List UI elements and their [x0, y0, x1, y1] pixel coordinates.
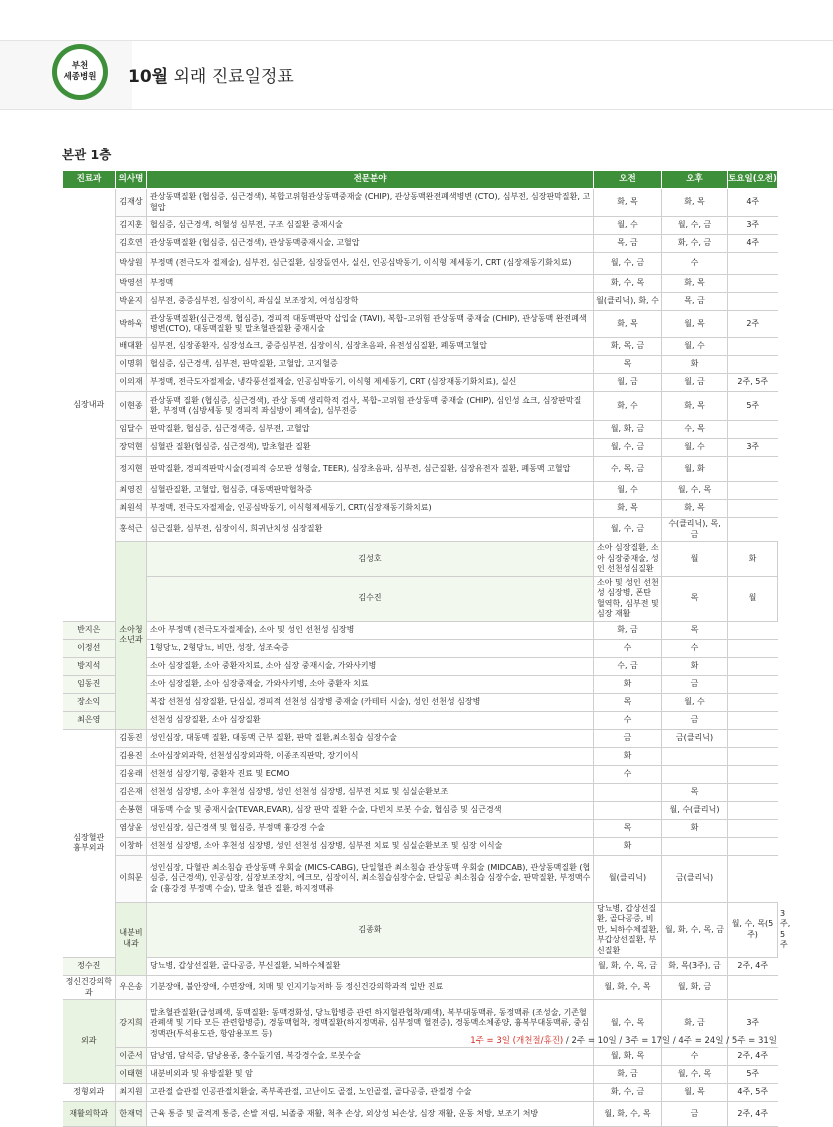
- morning-cell: 월, 수, 목: [594, 1000, 662, 1048]
- afternoon-cell: 화: [662, 819, 728, 837]
- table-row: [63, 711, 778, 729]
- doctor-name: 김지훈: [116, 217, 147, 235]
- table-row: [63, 253, 778, 275]
- saturday-cell: 5주: [728, 1066, 778, 1084]
- saturday-cell: [728, 457, 778, 482]
- saturday-cell: [728, 783, 778, 801]
- morning-cell: 월, 화, 수, 목: [594, 1102, 662, 1127]
- week-legend-rest: / 2주 = 10일 / 3주 = 17일 / 4주 = 24일 / 5주 = 31일: [563, 1036, 777, 1046]
- table-row: [63, 958, 778, 976]
- doctor-name: 최영진: [116, 482, 147, 500]
- specialty-cell: 소아 부정맥 (전극도자절제술), 소아 및 성인 선천성 심장병: [147, 621, 594, 639]
- saturday-cell: [728, 693, 778, 711]
- specialty-cell: 부정맥 (전극도자 절제술), 심부전, 심근질환, 심장돌연사, 실신, 인공심박동기, 이식형 제세동기, CRT (심장재동기화치료): [147, 253, 594, 275]
- saturday-cell: [728, 621, 778, 639]
- afternoon-cell: 월, 수, 목(5주): [728, 902, 778, 958]
- afternoon-cell: [662, 837, 728, 855]
- morning-cell: 월, 금: [594, 374, 662, 392]
- doctor-name: 박하욱: [116, 311, 147, 338]
- afternoon-cell: 화, 목: [662, 275, 728, 293]
- saturday-cell: [728, 747, 778, 765]
- morning-cell: 수: [594, 639, 662, 657]
- saturday-cell: [728, 518, 778, 542]
- table-row: [63, 392, 778, 421]
- table-row: [63, 275, 778, 293]
- specialty-cell: 소아심장외과학, 선천성심장외과학, 이종조직판막, 장기이식: [147, 747, 594, 765]
- header-bar: [0, 40, 833, 110]
- doctor-name: 정수진: [63, 958, 116, 976]
- table-row: [63, 783, 778, 801]
- afternoon-cell: 월, 수(클리닉): [662, 801, 728, 819]
- saturday-cell: [728, 675, 778, 693]
- morning-cell: [594, 783, 662, 801]
- specialty-cell: 근육 통증 및 골격계 통증, 손발 저림, 뇌졸중 재활, 척추 손상, 외상성 뇌손상, 심장 재활, 운동 처방, 보조기 처방: [147, 1102, 594, 1127]
- table-header-row: [63, 171, 778, 189]
- specialty-cell: 관상동맥 질환 (협심증, 심근경색), 관상 동맥 생리학적 검사, 복합–고위험 관상동맥 중재술 (CHIP), 심인성 쇼크, 심장판막질환, 부정맥 (심방세동 및 경피적 좌심방이 폐색술), 심부전증: [147, 392, 594, 421]
- table-row: [63, 338, 778, 356]
- specialty-cell: 심부전, 중증심부전, 심장이식, 좌심실 보조장치, 여성심장학: [147, 293, 594, 311]
- morning-cell: 화, 목: [594, 311, 662, 338]
- table-row: [63, 374, 778, 392]
- dept-cell: 내분비내과: [116, 902, 147, 976]
- morning-cell: 월: [662, 542, 728, 577]
- dept-cell: 소아청소년과: [116, 542, 147, 730]
- morning-cell: 목: [594, 356, 662, 374]
- morning-cell: 화, 목: [594, 189, 662, 217]
- morning-cell: 월, 화, 수, 목, 금: [594, 958, 662, 976]
- specialty-cell: 관상동맥질환(심근경색, 협심증), 경피적 대동맥판막 삽입술 (TAVI), 복합–고위험 관상동맥 중재술 (CHIP), 관상동맥 완전폐색병변(CTO), 대동맥질환 및 말초혈관질환 중재시술: [147, 311, 594, 338]
- afternoon-cell: [662, 765, 728, 783]
- doctor-name: 박상원: [116, 253, 147, 275]
- table-row: [63, 1084, 778, 1102]
- specialty-cell: 성인심장, 심근경색 및 협심증, 부정맥 흉강경 수술: [147, 819, 594, 837]
- doctor-name: 김호연: [116, 235, 147, 253]
- table-row: [63, 693, 778, 711]
- saturday-cell: [728, 421, 778, 439]
- saturday-cell: 3주: [728, 217, 778, 235]
- dept-cell: 재활의학과: [63, 1102, 116, 1127]
- saturday-cell: [728, 657, 778, 675]
- morning-cell: 수: [594, 765, 662, 783]
- morning-cell: [594, 801, 662, 819]
- doctor-name: 홍석근: [116, 518, 147, 542]
- morning-cell: 목, 금: [594, 235, 662, 253]
- specialty-cell: 소아 심장질환, 소아 심장중재술, 가와사키병, 소아 중환자 치료: [147, 675, 594, 693]
- table-row: 내분비내과 김종화 당뇨병, 갑상선질환, 골다공증, 비만, 뇌하수체질환, 부갑상선질환, 부신질환 월, 화, 수, 목, 금 월, 수, 목(5주) 3주, 5주: [63, 902, 778, 958]
- specialty-cell: 선천성 심장기형, 중환자 진료 및 ECMO: [147, 765, 594, 783]
- afternoon-cell: 화, 금: [662, 1000, 728, 1048]
- saturday-cell: 2주, 4주: [728, 958, 778, 976]
- hospital-logo: [52, 44, 108, 100]
- specialty-cell: 담낭염, 담석증, 담낭용종, 충수돌기염, 복강경수술, 로봇수술: [147, 1048, 594, 1066]
- saturday-cell: 4주: [728, 235, 778, 253]
- afternoon-cell: 금(클리닉): [662, 855, 728, 902]
- afternoon-cell: 금: [662, 711, 728, 729]
- doctor-name: 이희문: [116, 855, 147, 902]
- doctor-name: 김은재: [116, 783, 147, 801]
- doctor-name: 장소익: [63, 693, 116, 711]
- morning-cell: 화: [594, 675, 662, 693]
- afternoon-cell: 화, 목: [662, 392, 728, 421]
- table-row: [63, 819, 778, 837]
- week-legend-holiday: 1주 = 3일 (개천절/휴진): [470, 1036, 564, 1046]
- table-row: [63, 1102, 778, 1127]
- table-row: [63, 356, 778, 374]
- saturday-cell: 2주, 4주: [728, 1048, 778, 1066]
- specialty-cell: 부정맥, 전극도자절제술, 인공심박동기, 이식형제세동기, CRT(심장재동기화치료): [147, 500, 594, 518]
- specialty-cell: 당뇨병, 갑상선질환, 골다공증, 비만, 뇌하수체질환, 부갑상선질환, 부신질환: [594, 902, 662, 958]
- col-header-afternoon: 오후: [662, 171, 728, 189]
- specialty-cell: 협심증, 심근경색, 심부전, 판막질환, 고혈압, 고지혈증: [147, 356, 594, 374]
- dept-cell: 정형외과: [63, 1084, 116, 1102]
- afternoon-cell: 월, 수, 금: [662, 217, 728, 235]
- afternoon-cell: 월, 목: [662, 311, 728, 338]
- morning-cell: 월, 화, 목: [594, 1048, 662, 1066]
- afternoon-cell: 수, 목: [662, 421, 728, 439]
- afternoon-cell: 화, 목: [662, 189, 728, 217]
- morning-cell: 월, 수, 금: [594, 253, 662, 275]
- saturday-cell: [728, 855, 778, 902]
- saturday-cell: 5주: [728, 392, 778, 421]
- col-header-saturday: 토요일(오전): [728, 171, 778, 189]
- saturday-cell: [728, 293, 778, 311]
- afternoon-cell: 수: [662, 253, 728, 275]
- saturday-cell: 3주: [728, 439, 778, 457]
- table-row: [63, 675, 778, 693]
- specialty-cell: 고관절 슬관절 인공관절치환술, 족부족관절, 고난이도 골절, 노인골절, 골다공증, 관절경 수술: [147, 1084, 594, 1102]
- afternoon-cell: 월: [728, 576, 778, 621]
- morning-cell: 월(클리닉), 화, 수: [594, 293, 662, 311]
- doctor-name: 이창하: [116, 837, 147, 855]
- morning-cell: 화, 수, 목: [594, 275, 662, 293]
- table-row: [63, 482, 778, 500]
- table-row: [63, 976, 778, 1000]
- saturday-cell: 3주: [728, 1000, 778, 1048]
- table-row: [63, 518, 778, 542]
- dept-cell: 정신건강의학과: [63, 976, 116, 1000]
- specialty-cell: 소아 및 성인 선천성 심장병, 폰탄 혈역학, 심부전 및 심장 재활: [594, 576, 662, 621]
- table-row: [63, 729, 778, 747]
- specialty-cell: 복잡 선천성 심장질환, 단심실, 경피적 선천성 심장병 중재술 (카테터 시술), 성인 선천성 심장병: [147, 693, 594, 711]
- morning-cell: 화, 수: [594, 392, 662, 421]
- doctor-name: 임달수: [116, 421, 147, 439]
- specialty-cell: 소아 심장질환, 소아 심장중재술, 성인 선천성심질환: [594, 542, 662, 577]
- doctor-name: 염상윤: [116, 819, 147, 837]
- table-row: [63, 747, 778, 765]
- col-header-specialty: 전문분야: [147, 171, 594, 189]
- saturday-cell: [728, 729, 778, 747]
- morning-cell: 목: [594, 693, 662, 711]
- saturday-cell: [728, 338, 778, 356]
- saturday-cell: [728, 765, 778, 783]
- doctor-name: 우은송: [116, 976, 147, 1000]
- saturday-cell: [728, 482, 778, 500]
- afternoon-cell: 목, 금: [662, 293, 728, 311]
- doctor-name: 이명휘: [116, 356, 147, 374]
- doctor-name: 김용진: [116, 747, 147, 765]
- table-row: [63, 621, 778, 639]
- morning-cell: 수: [594, 711, 662, 729]
- morning-cell: 월, 수: [594, 217, 662, 235]
- doctor-name: 배대환: [116, 338, 147, 356]
- saturday-cell: 2주: [728, 311, 778, 338]
- logo-line-1: 부천: [71, 61, 89, 71]
- table-row: [63, 457, 778, 482]
- specialty-cell: 기분장애, 불안장애, 수면장애, 치매 및 인지기능저하 등 정신건강의학과적 일반 진료: [147, 976, 594, 1000]
- afternoon-cell: 월, 화, 금: [662, 976, 728, 1000]
- table-row: [63, 189, 778, 217]
- col-header-dept: 진료과: [63, 171, 116, 189]
- doctor-name: 이태현: [116, 1066, 147, 1084]
- table-row: [63, 1048, 778, 1066]
- morning-cell: 화, 목, 금: [594, 338, 662, 356]
- morning-cell: 수, 목, 금: [594, 457, 662, 482]
- specialty-cell: 1형당뇨, 2형당뇨, 비만, 성장, 성조숙증: [147, 639, 594, 657]
- doctor-name: 이현종: [116, 392, 147, 421]
- dept-cell: 심장혈관 흉부외과: [63, 729, 116, 958]
- morning-cell: 화, 수, 금: [594, 1084, 662, 1102]
- morning-cell: 금: [594, 729, 662, 747]
- afternoon-cell: 화, 수, 금: [662, 235, 728, 253]
- afternoon-cell: [662, 747, 728, 765]
- specialty-cell: 내분비외과 및 유방질환 및 암: [147, 1066, 594, 1084]
- specialty-cell: 판막질환, 협심증, 심근경색증, 심부전, 고혈압: [147, 421, 594, 439]
- morning-cell: 월, 수, 금: [594, 439, 662, 457]
- afternoon-cell: 화: [662, 657, 728, 675]
- afternoon-cell: 수(클리닉), 목, 금: [662, 518, 728, 542]
- specialty-cell: 소아 심장질환, 소아 중환자치료, 소아 심장 중재시술, 가와사키병: [147, 657, 594, 675]
- doctor-name: 박윤지: [116, 293, 147, 311]
- doctor-name: 김종화: [147, 902, 594, 958]
- specialty-cell: 협심증, 심근경색, 허혈성 심부전, 구조 심질환 중재시술: [147, 217, 594, 235]
- table-row: [63, 801, 778, 819]
- afternoon-cell: 금: [662, 1102, 728, 1127]
- table-row: [63, 855, 778, 902]
- table-row: [63, 311, 778, 338]
- morning-cell: 월, 화, 금: [594, 421, 662, 439]
- doctor-name: 정지현: [116, 457, 147, 482]
- afternoon-cell: 월, 수: [662, 338, 728, 356]
- doctor-name: 임동진: [63, 675, 116, 693]
- saturday-cell: [728, 253, 778, 275]
- afternoon-cell: 월, 화: [662, 457, 728, 482]
- table-row: [63, 542, 778, 577]
- table-row: [63, 500, 778, 518]
- specialty-cell: 판막질환, 경피적판막시술(경피적 승모판 성형술, TEER), 심장초음파, 심부전, 심근질환, 심장유전자 질환, 폐동맥 고혈압: [147, 457, 594, 482]
- saturday-cell: 4주: [728, 189, 778, 217]
- saturday-cell: 2주, 5주: [728, 374, 778, 392]
- specialty-cell: 심부전, 심장종환자, 심장성쇼크, 중증심부전, 심장이식, 심장초음파, 유전성심질환, 폐동맥고혈압: [147, 338, 594, 356]
- table-row: [63, 657, 778, 675]
- morning-cell: 화: [594, 837, 662, 855]
- section-title: 본관 1층: [62, 147, 112, 162]
- doctor-name: 최지원: [116, 1084, 147, 1102]
- table-row: [63, 217, 778, 235]
- doctor-name: 이준서: [116, 1048, 147, 1066]
- doctor-name: 장덕현: [116, 439, 147, 457]
- specialty-cell: 관상동맥질환 (협심증, 심근경색), 복합고위험관상동맥중재술 (CHIP), 관상동맥완전폐색병변 (CTO), 심부전, 심장판막질환, 고혈압: [147, 189, 594, 217]
- saturday-cell: 2주, 4주: [728, 1102, 778, 1127]
- schedule-table: [62, 170, 791, 1127]
- doctor-name: 박영선: [116, 275, 147, 293]
- morning-cell: 월(클리닉): [594, 855, 662, 902]
- specialty-cell: 선천성 심장병, 소아 후천성 심장병, 성인 선천성 심장병, 심부전 치료 및 심실순환보조 및 심장 이식술: [147, 837, 594, 855]
- morning-cell: 목: [594, 819, 662, 837]
- specialty-cell: 부정맥, 전극도자절제술, 냉각풍선절제술, 인공심박동기, 이식형 제세동기, CRT (심장재동기화치료), 실신: [147, 374, 594, 392]
- afternoon-cell: 월, 수: [662, 439, 728, 457]
- morning-cell: 화, 금: [594, 621, 662, 639]
- saturday-cell: [728, 500, 778, 518]
- doctor-name: 최은영: [63, 711, 116, 729]
- afternoon-cell: 목: [662, 783, 728, 801]
- col-header-morning: 오전: [594, 171, 662, 189]
- doctor-name: 김수진: [147, 576, 594, 621]
- doctor-name: 김동진: [116, 729, 147, 747]
- doctor-name: 반지은: [63, 621, 116, 639]
- afternoon-cell: 월, 수, 목: [662, 482, 728, 500]
- table-row: [63, 421, 778, 439]
- specialty-cell: 선천성 심장질환, 소아 심장질환: [147, 711, 594, 729]
- doctor-name: 김웅래: [116, 765, 147, 783]
- afternoon-cell: 월, 금: [662, 374, 728, 392]
- saturday-cell: 4주, 5주: [728, 1084, 778, 1102]
- doctor-name: 김재상: [116, 189, 147, 217]
- doctor-name: 방지석: [63, 657, 116, 675]
- table-row: [63, 837, 778, 855]
- morning-cell: 화, 금: [594, 1066, 662, 1084]
- specialty-cell: 말초혈관질환(급성폐색, 동맥질환: 동맥경화성, 당뇨합병증 관련 하지혈관협착/폐색), 복부대동맥류, 동정맥류 (조성술, 기존혈관폐색 및 기타 모든 관련합병증), 경동맥협착, 정맥질환(하지정맥류, 심부정맥 혈전증), 경동맥소체종양, 흉복부대동맥류, 중심정맥관(투석용도관, 항암용포트 등): [147, 1000, 594, 1048]
- saturday-cell: [728, 837, 778, 855]
- afternoon-cell: 화: [662, 356, 728, 374]
- table-row: [63, 293, 778, 311]
- saturday-cell: [728, 639, 778, 657]
- table-row: [63, 439, 778, 457]
- afternoon-cell: 월, 목: [662, 1084, 728, 1102]
- saturday-cell: [728, 275, 778, 293]
- specialty-cell: 선천성 심장병, 소아 후천성 심장병, 성인 선천성 심장병, 심부전 치료 및 심실순환보조: [147, 783, 594, 801]
- afternoon-cell: 금: [662, 675, 728, 693]
- afternoon-cell: 수: [662, 1048, 728, 1066]
- afternoon-cell: 월, 수, 목: [662, 1066, 728, 1084]
- morning-cell: 목: [662, 576, 728, 621]
- morning-cell: 수, 금: [594, 657, 662, 675]
- specialty-cell: 관상동맥질환 (협심증, 심근경색), 관상동맥중재시술, 고혈압: [147, 235, 594, 253]
- table-row: [63, 235, 778, 253]
- afternoon-cell: 화, 목: [662, 500, 728, 518]
- dept-cell: 외과: [63, 1000, 116, 1084]
- saturday-cell: [728, 711, 778, 729]
- logo-line-2: 세종병원: [63, 72, 97, 82]
- doctor-name: 한재덕: [116, 1102, 147, 1127]
- afternoon-cell: 금(클리닉): [662, 729, 728, 747]
- table-body: [63, 189, 791, 1127]
- specialty-cell: 심혈관 질환(협심증, 심근경색), 말초혈관 질환: [147, 439, 594, 457]
- afternoon-cell: 수: [662, 639, 728, 657]
- doctor-name: 이정선: [63, 639, 116, 657]
- morning-cell: 월, 수: [594, 482, 662, 500]
- week-legend: [470, 1034, 777, 1046]
- saturday-cell: [728, 976, 778, 1000]
- afternoon-cell: 화: [728, 542, 778, 577]
- saturday-cell: [728, 819, 778, 837]
- specialty-cell: 부정맥: [147, 275, 594, 293]
- morning-cell: 월, 수, 금: [594, 518, 662, 542]
- page-title: [128, 62, 294, 87]
- col-header-doctor: 의사명: [116, 171, 147, 189]
- morning-cell: 월, 화, 수, 목, 금: [662, 902, 728, 958]
- table-row: [63, 1066, 778, 1084]
- table-row: [63, 765, 778, 783]
- doctor-name: 김성호: [147, 542, 594, 577]
- morning-cell: 화: [594, 747, 662, 765]
- doctor-name: 최원석: [116, 500, 147, 518]
- title-text: 외래 진료일정표: [168, 67, 294, 87]
- doctor-name: 이의재: [116, 374, 147, 392]
- title-month: 10월: [128, 67, 169, 87]
- morning-cell: 화, 목: [594, 500, 662, 518]
- table-row: [63, 639, 778, 657]
- dept-cell: 심장내과: [63, 189, 116, 622]
- specialty-cell: 심혈관질환, 고혈압, 협심증, 대동맥판막협착증: [147, 482, 594, 500]
- saturday-cell: [728, 801, 778, 819]
- specialty-cell: 성인심장, 대동맥 질환, 대동맥 근부 질환, 판막 질환,최소침습 심장수술: [147, 729, 594, 747]
- table-row: [63, 576, 778, 621]
- doctor-name: 손봉현: [116, 801, 147, 819]
- afternoon-cell: 화, 목(3주), 금: [662, 958, 728, 976]
- specialty-cell: 심근질환, 심부전, 심장이식, 희귀난치성 심장질환: [147, 518, 594, 542]
- specialty-cell: 성인심장, 다혈관 최소침습 관상동맥 우회술 (MICS-CABG), 단일혈관 최소침습 관상동맥 우회술 (MIDCAB), 관상동맥질환 (협심증, 심근경색), 인공심장, 심장보조장치, 에크모, 심장이식, 최소침습심장수술, 단일공 최소침습 심장수술, 판막질환, 부정맥수술 (흉강경 부정맥 수술), 말초 혈관 질환, 하지정맥류: [147, 855, 594, 902]
- morning-cell: 월, 화, 수, 목: [594, 976, 662, 1000]
- afternoon-cell: 월, 수: [662, 693, 728, 711]
- afternoon-cell: 목: [662, 621, 728, 639]
- specialty-cell: 대동맥 수술 및 중재시술(TEVAR,EVAR), 심장 판막 질환 수술, 다빈치 로봇 수술, 협심증 및 심근경색: [147, 801, 594, 819]
- doctor-name: 강지희: [116, 1000, 147, 1048]
- saturday-cell: [728, 356, 778, 374]
- specialty-cell: 당뇨병, 갑상선질환, 골다공증, 부신질환, 뇌하수체질환: [147, 958, 594, 976]
